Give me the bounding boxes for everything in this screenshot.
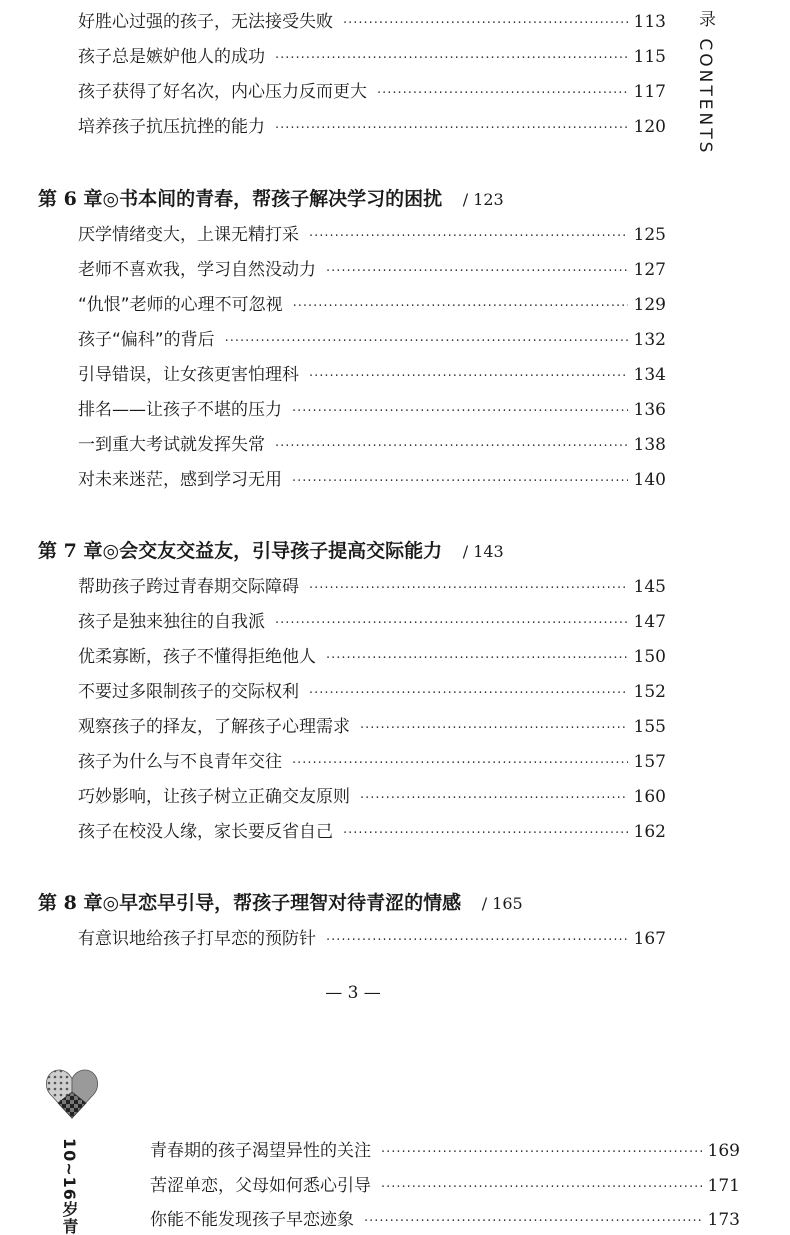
chapter-title: 章◎书本间的青春，帮孩子解决学习的困扰 <box>83 188 443 210</box>
contents-side-label: 录 CONTENTS <box>695 10 715 156</box>
chapter-number: 8 <box>63 892 77 914</box>
leader-dots <box>275 47 628 71</box>
toc-entry-title: 孩子是独来独往的自我派 <box>78 612 265 632</box>
toc-entry[interactable] <box>78 610 666 636</box>
toc-entry-title: 对未来迷茫，感到学习无用 <box>78 470 282 490</box>
chapter-title: 章◎会交友交益友，引导孩子提高交际能力 <box>83 540 443 562</box>
toc-entry-title: 巧妙影响，让孩子树立正确交友原则 <box>78 787 350 807</box>
toc-entry[interactable] <box>78 750 666 776</box>
leader-dots <box>326 260 628 284</box>
toc-entry-page: 167 <box>633 929 666 949</box>
toc-entry-title: 孩子总是嫉妒他人的成功 <box>78 47 265 67</box>
toc-entry[interactable] <box>78 328 666 354</box>
toc-entry-page: 136 <box>633 400 666 420</box>
toc-entry-page: 147 <box>633 612 666 632</box>
toc-entry-title: 你能不能发现孩子早恋迹象 <box>150 1210 354 1230</box>
chapter-heading-6[interactable] <box>38 186 504 213</box>
toc-entry-page: 134 <box>633 365 666 385</box>
leader-dots <box>309 682 628 706</box>
leader-dots <box>275 117 628 141</box>
leader-dots <box>309 577 628 601</box>
toc-entry-title: 优柔寡断，孩子不懂得拒绝他人 <box>78 647 316 667</box>
heart-icon <box>46 1068 98 1120</box>
leader-dots <box>360 787 628 811</box>
book-side-title: 10~16岁青 <box>60 1138 79 1235</box>
toc-entry[interactable] <box>78 45 666 71</box>
chapter-heading-7[interactable] <box>38 538 504 565</box>
toc-entry-page: 138 <box>633 435 666 455</box>
toc-entry[interactable] <box>78 680 666 706</box>
toc-entry[interactable] <box>78 433 666 459</box>
toc-entry-page: 173 <box>707 1210 740 1230</box>
leader-dots <box>309 225 628 249</box>
toc-entry-page: 115 <box>633 47 666 67</box>
toc-entry[interactable] <box>150 1139 740 1165</box>
toc-entry-page: 155 <box>633 717 666 737</box>
toc-entry-title: 厌学情绪变大，上课无精打采 <box>78 225 299 245</box>
leader-dots <box>292 752 628 776</box>
toc-entry-title: 培养孩子抗压抗挫的能力 <box>78 117 265 137</box>
toc-entry-page: 169 <box>707 1141 740 1161</box>
toc-entry[interactable] <box>150 1174 740 1200</box>
toc-entry[interactable] <box>78 363 666 389</box>
chapter-heading-8[interactable] <box>38 890 523 917</box>
leader-dots <box>309 365 628 389</box>
toc-entry[interactable] <box>78 115 666 141</box>
toc-entry[interactable] <box>78 293 666 319</box>
leader-dots <box>292 400 628 424</box>
toc-entry-page: 125 <box>633 225 666 245</box>
leader-dots <box>381 1176 702 1200</box>
chapter-prefix: 第 <box>38 892 58 914</box>
toc-entry-page: 157 <box>633 752 666 772</box>
toc-entry-page: 132 <box>633 330 666 350</box>
toc-entry-title: 排名——让孩子不堪的压力 <box>78 400 282 420</box>
toc-entry[interactable] <box>78 715 666 741</box>
chapter-page: / 123 <box>462 190 504 209</box>
toc-entry-title: 苦涩单恋，父母如何悉心引导 <box>150 1176 371 1196</box>
leader-dots <box>275 435 628 459</box>
toc-entry[interactable] <box>150 1208 740 1234</box>
toc-entry-title: 帮助孩子跨过青春期交际障碍 <box>78 577 299 597</box>
toc-entry-page: 120 <box>633 117 666 137</box>
chapter-number: 6 <box>63 188 77 210</box>
leader-dots <box>225 330 628 354</box>
leader-dots <box>360 717 628 741</box>
leader-dots <box>343 822 628 846</box>
toc-entry-page: 152 <box>633 682 666 702</box>
toc-entry-page: 162 <box>633 822 666 842</box>
chapter-page: / 143 <box>462 542 504 561</box>
toc-entry[interactable] <box>78 927 666 953</box>
leader-dots <box>292 470 628 494</box>
toc-entry-title: 一到重大考试就发挥失常 <box>78 435 265 455</box>
toc-entry-title: 观察孩子的择友，了解孩子心理需求 <box>78 717 350 737</box>
chapter-title: 章◎早恋早引导，帮孩子理智对待青涩的情感 <box>83 892 462 914</box>
page-number: — 3 — <box>325 983 381 1003</box>
toc-entry-page: 129 <box>633 295 666 315</box>
leader-dots <box>381 1141 702 1165</box>
toc-entry-title: 引导错误，让女孩更害怕理科 <box>78 365 299 385</box>
toc-entry[interactable] <box>78 10 666 36</box>
toc-entry-page: 145 <box>633 577 666 597</box>
toc-entry-page: 140 <box>633 470 666 490</box>
toc-entry-title: 有意识地给孩子打早恋的预防针 <box>78 929 316 949</box>
toc-entry-title: 好胜心过强的孩子，无法接受失败 <box>78 12 333 32</box>
toc-entry[interactable] <box>78 785 666 811</box>
leader-dots <box>343 12 628 36</box>
chapter-prefix: 第 <box>38 188 58 210</box>
leader-dots <box>326 929 628 953</box>
toc-entry[interactable] <box>78 645 666 671</box>
leader-dots <box>364 1210 702 1234</box>
chapter-number: 7 <box>63 540 77 562</box>
toc-entry-page: 127 <box>633 260 666 280</box>
toc-entry-page: 113 <box>633 12 666 32</box>
chapter-page: / 165 <box>481 894 523 913</box>
toc-entry-title: 孩子“偏科”的背后 <box>78 330 215 350</box>
toc-entry-page: 150 <box>633 647 666 667</box>
toc-entry[interactable] <box>78 258 666 284</box>
toc-entry[interactable] <box>78 80 666 106</box>
leader-dots <box>377 82 628 106</box>
toc-entry-title: 不要过多限制孩子的交际权利 <box>78 682 299 702</box>
chapter-prefix: 第 <box>38 540 58 562</box>
leader-dots <box>326 647 628 671</box>
toc-entry-page: 171 <box>707 1176 740 1196</box>
toc-entry-title: 孩子为什么与不良青年交往 <box>78 752 282 772</box>
toc-entry-title: 老师不喜欢我，学习自然没动力 <box>78 260 316 280</box>
toc-entry-page: 117 <box>633 82 666 102</box>
toc-entry-title: “仇恨”老师的心理不可忽视 <box>78 295 283 315</box>
toc-entry-page: 160 <box>633 787 666 807</box>
toc-entry-title: 孩子获得了好名次，内心压力反而更大 <box>78 82 367 102</box>
toc-entry[interactable] <box>78 223 666 249</box>
leader-dots <box>293 295 628 319</box>
toc-entry-title: 孩子在校没人缘，家长要反省自己 <box>78 822 333 842</box>
toc-entry[interactable] <box>78 398 666 424</box>
toc-entry[interactable] <box>78 468 666 494</box>
leader-dots <box>275 612 628 636</box>
toc-entry[interactable] <box>78 820 666 846</box>
toc-entry-title: 青春期的孩子渴望异性的关注 <box>150 1141 371 1161</box>
toc-entry[interactable] <box>78 575 666 601</box>
